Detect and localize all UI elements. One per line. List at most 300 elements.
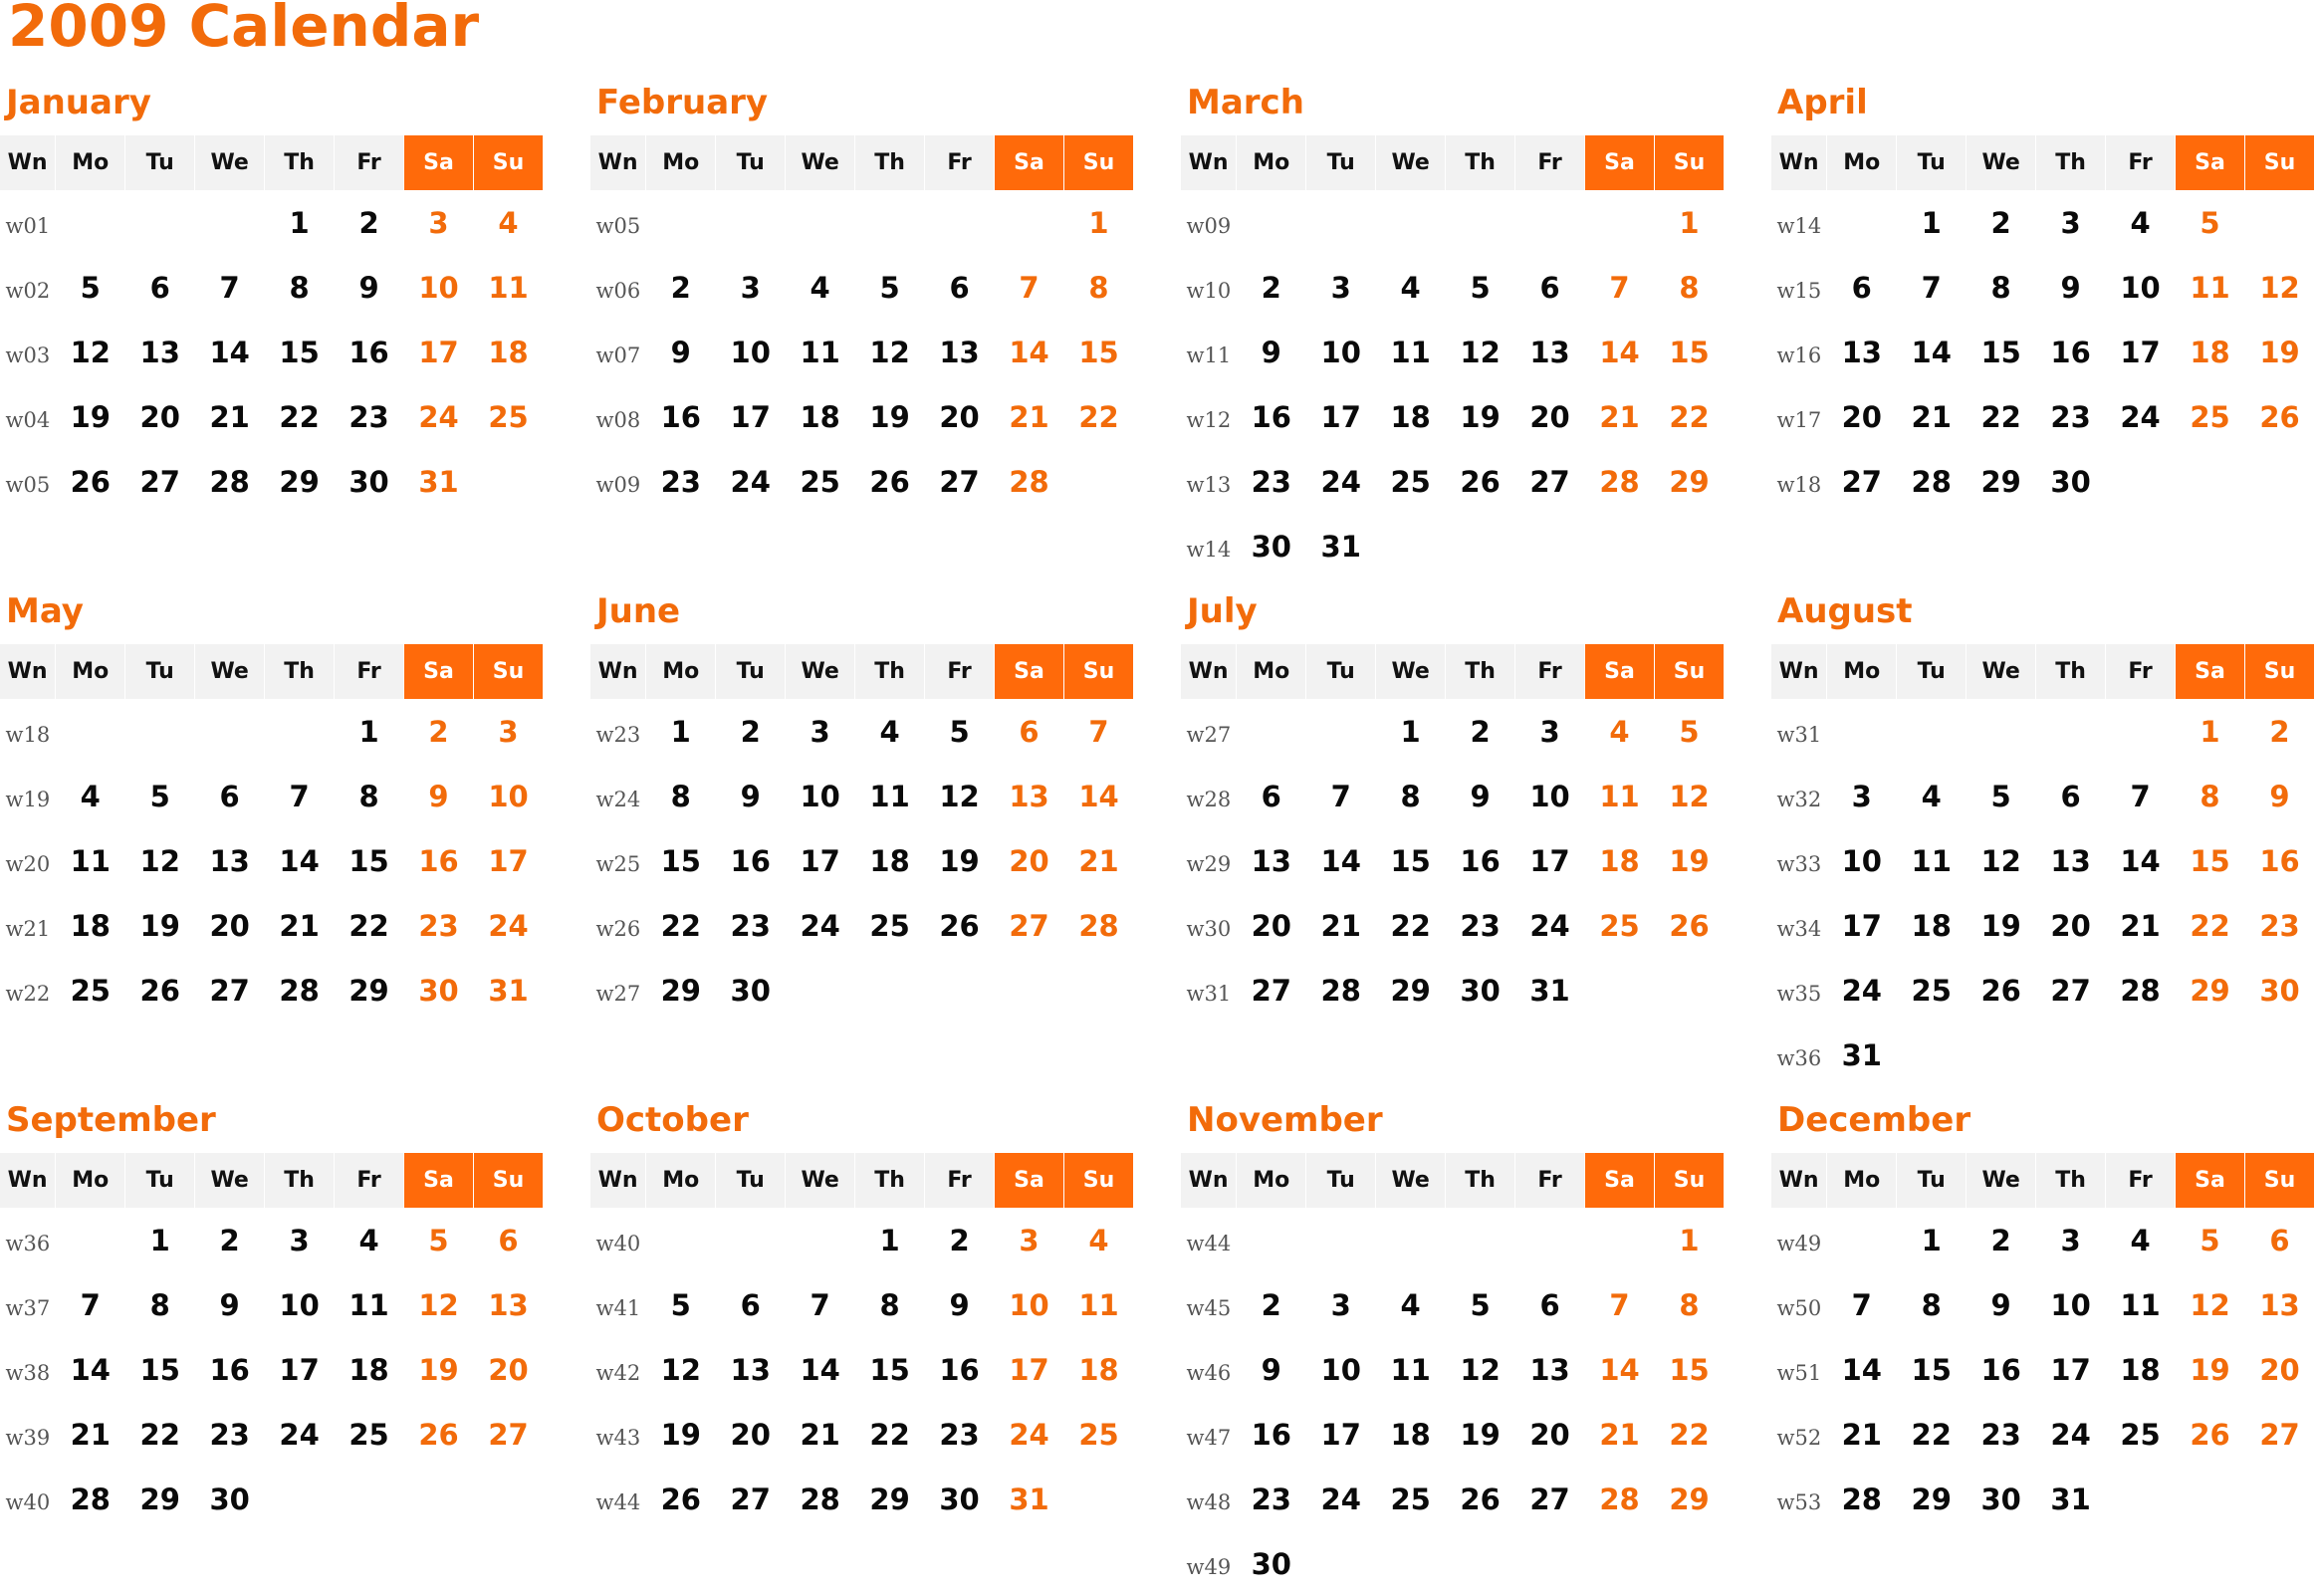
day-cell: 6 xyxy=(740,1287,761,1322)
day-cell: 6 xyxy=(219,779,240,813)
day-cell xyxy=(1897,1023,1967,1087)
day-cell xyxy=(786,1208,855,1272)
day-cell: 15 xyxy=(2190,843,2230,878)
week-number: w18 xyxy=(1776,472,1822,497)
day-cell: 2 xyxy=(670,270,691,305)
day-cell xyxy=(1827,1208,1897,1272)
week-row xyxy=(1771,449,2315,514)
day-cell xyxy=(2244,449,2314,514)
weekday-header: Mo xyxy=(1827,1153,1897,1208)
day-cell: 11 xyxy=(348,1287,389,1322)
day-cell: 14 xyxy=(2120,843,2161,878)
day-cell xyxy=(2176,449,2245,514)
weekday-header: Th xyxy=(265,644,335,699)
weekday-header-row xyxy=(1771,135,2315,190)
day-cell: 18 xyxy=(348,1352,389,1387)
day-cell: 2 xyxy=(428,714,449,749)
day-cell: 31 xyxy=(418,464,459,499)
day-cell: 14 xyxy=(209,335,250,369)
day-cell: 12 xyxy=(2259,270,2300,305)
day-cell: 4 xyxy=(1088,1223,1109,1257)
weekday-header: We xyxy=(195,135,265,190)
day-cell: 22 xyxy=(1669,1417,1710,1452)
week-number: w40 xyxy=(5,1489,51,1514)
day-cell: 17 xyxy=(488,843,529,878)
weekday-header: Fr xyxy=(925,135,995,190)
weekday-header: We xyxy=(1376,1153,1446,1208)
day-cell: 11 xyxy=(800,335,840,369)
day-cell: 29 xyxy=(1980,464,2021,499)
month-name: May xyxy=(6,591,84,631)
day-cell xyxy=(404,1467,474,1531)
week-row xyxy=(0,1467,544,1531)
day-cell: 23 xyxy=(2259,908,2300,943)
day-cell: 3 xyxy=(1330,270,1351,305)
weekday-header: Fr xyxy=(925,1153,995,1208)
day-cell: 20 xyxy=(1841,399,1882,434)
day-cell: 20 xyxy=(1529,399,1570,434)
day-cell: 5 xyxy=(2200,1223,2220,1257)
day-cell: 5 xyxy=(149,779,170,813)
day-cell: 5 xyxy=(1470,270,1491,305)
day-cell: 28 xyxy=(70,1482,111,1516)
day-cell: 23 xyxy=(348,399,389,434)
day-cell xyxy=(1654,1531,1724,1596)
weekday-header: Tu xyxy=(125,1153,195,1208)
week-number: w31 xyxy=(1776,722,1822,747)
day-cell: 19 xyxy=(418,1352,459,1387)
day-cell xyxy=(2036,1023,2106,1087)
day-cell xyxy=(1237,1208,1306,1272)
day-cell: 14 xyxy=(1320,843,1361,878)
month-table xyxy=(1771,135,2315,514)
day-cell: 16 xyxy=(660,399,701,434)
day-cell: 16 xyxy=(1251,399,1291,434)
day-cell: 20 xyxy=(209,908,250,943)
month-table xyxy=(0,644,544,1023)
day-cell: 5 xyxy=(1470,1287,1491,1322)
day-cell: 26 xyxy=(2190,1417,2230,1452)
week-row xyxy=(0,958,544,1023)
day-cell: 11 xyxy=(1911,843,1952,878)
day-cell xyxy=(995,958,1064,1023)
day-cell: 3 xyxy=(2060,1223,2081,1257)
day-cell xyxy=(2244,1467,2314,1531)
day-cell: 4 xyxy=(2130,1223,2151,1257)
day-cell xyxy=(1585,190,1655,255)
day-cell: 17 xyxy=(1320,1417,1361,1452)
day-cell xyxy=(2244,190,2314,255)
day-cell: 31 xyxy=(1841,1037,1882,1072)
day-cell xyxy=(1446,1531,1515,1596)
day-cell: 24 xyxy=(730,464,771,499)
day-cell: 28 xyxy=(279,973,320,1008)
week-number: w52 xyxy=(1776,1425,1822,1450)
week-row xyxy=(590,893,1134,958)
week-row xyxy=(1181,384,1725,449)
day-cell: 28 xyxy=(209,464,250,499)
day-cell: 15 xyxy=(279,335,320,369)
month-table xyxy=(590,135,1134,514)
day-cell xyxy=(2106,1467,2176,1531)
day-cell: 17 xyxy=(1529,843,1570,878)
day-cell xyxy=(1376,1531,1446,1596)
day-cell: 22 xyxy=(1911,1417,1952,1452)
day-cell: 4 xyxy=(498,205,519,240)
day-cell: 17 xyxy=(1841,908,1882,943)
day-cell: 26 xyxy=(418,1417,459,1452)
day-cell: 10 xyxy=(1009,1287,1049,1322)
day-cell xyxy=(1897,699,1967,764)
day-cell: 8 xyxy=(670,779,691,813)
day-cell: 23 xyxy=(418,908,459,943)
day-cell: 15 xyxy=(869,1352,910,1387)
day-cell xyxy=(473,1467,543,1531)
day-cell: 9 xyxy=(2269,779,2290,813)
week-row xyxy=(590,958,1134,1023)
day-cell xyxy=(2176,1023,2245,1087)
weekday-header: Tu xyxy=(1306,135,1376,190)
month-name: September xyxy=(6,1100,216,1140)
day-cell xyxy=(925,958,995,1023)
weekday-header-row xyxy=(590,135,1134,190)
month-name: January xyxy=(6,83,151,122)
day-cell: 13 xyxy=(730,1352,771,1387)
weekday-header: Mo xyxy=(1827,644,1897,699)
week-row xyxy=(1771,320,2315,384)
weekday-header: Su xyxy=(1063,644,1133,699)
week-row xyxy=(1771,384,2315,449)
day-cell: 29 xyxy=(139,1482,180,1516)
day-cell: 8 xyxy=(149,1287,170,1322)
day-cell: 18 xyxy=(2120,1352,2161,1387)
month-name: March xyxy=(1187,83,1304,122)
weekday-header: We xyxy=(786,644,855,699)
weekday-header: Th xyxy=(855,644,925,699)
weekday-header: Tu xyxy=(716,644,786,699)
day-cell: 30 xyxy=(2259,973,2300,1008)
day-cell: 19 xyxy=(70,399,111,434)
day-cell: 7 xyxy=(810,1287,830,1322)
week-number-header: Wn xyxy=(0,1153,56,1208)
day-cell: 3 xyxy=(740,270,761,305)
day-cell: 7 xyxy=(1088,714,1109,749)
weekday-header-row xyxy=(590,1153,1134,1208)
day-cell: 17 xyxy=(1009,1352,1049,1387)
day-cell: 13 xyxy=(1251,843,1291,878)
week-number: w42 xyxy=(595,1360,641,1385)
weekday-header: Tu xyxy=(716,135,786,190)
day-cell: 27 xyxy=(730,1482,771,1516)
day-cell: 1 xyxy=(879,1223,900,1257)
day-cell xyxy=(1515,190,1585,255)
day-cell xyxy=(1306,1531,1376,1596)
day-cell: 22 xyxy=(1078,399,1119,434)
day-cell xyxy=(716,1208,786,1272)
day-cell: 6 xyxy=(149,270,170,305)
day-cell: 21 xyxy=(279,908,320,943)
day-cell xyxy=(1585,1208,1655,1272)
page-title: 2009 Calendar xyxy=(8,0,480,60)
week-number-header: Wn xyxy=(1771,644,1827,699)
day-cell: 30 xyxy=(418,973,459,1008)
week-row xyxy=(1771,828,2315,893)
day-cell: 10 xyxy=(1320,1352,1361,1387)
day-cell: 9 xyxy=(428,779,449,813)
day-cell: 14 xyxy=(1009,335,1049,369)
day-cell: 3 xyxy=(810,714,830,749)
week-number: w01 xyxy=(5,213,51,238)
weekday-header: Th xyxy=(855,135,925,190)
day-cell: 16 xyxy=(209,1352,250,1387)
week-number: w40 xyxy=(595,1231,641,1255)
weekday-header: Su xyxy=(1654,135,1724,190)
day-cell: 8 xyxy=(1921,1287,1942,1322)
week-row xyxy=(0,384,544,449)
week-row xyxy=(590,828,1134,893)
week-row xyxy=(1771,1467,2315,1531)
week-number: w14 xyxy=(1186,537,1232,562)
week-number: w31 xyxy=(1186,981,1232,1006)
day-cell: 20 xyxy=(1529,1417,1570,1452)
week-number: w06 xyxy=(595,278,641,303)
week-row xyxy=(590,384,1134,449)
weekday-header: We xyxy=(786,1153,855,1208)
day-cell: 29 xyxy=(869,1482,910,1516)
day-cell: 20 xyxy=(939,399,980,434)
day-cell: 7 xyxy=(219,270,240,305)
day-cell: 4 xyxy=(1609,714,1630,749)
week-row xyxy=(0,320,544,384)
day-cell: 2 xyxy=(219,1223,240,1257)
week-number: w38 xyxy=(5,1360,51,1385)
week-number: w49 xyxy=(1776,1231,1822,1255)
day-cell: 9 xyxy=(1261,335,1281,369)
week-number: w05 xyxy=(595,213,641,238)
day-cell: 30 xyxy=(1251,529,1291,564)
week-row xyxy=(590,699,1134,764)
weekday-header: We xyxy=(195,1153,265,1208)
day-cell: 29 xyxy=(2190,973,2230,1008)
weekday-header: We xyxy=(1376,644,1446,699)
month-table xyxy=(1181,1153,1725,1596)
day-cell: 19 xyxy=(139,908,180,943)
day-cell: 14 xyxy=(800,1352,840,1387)
week-number: w29 xyxy=(1186,851,1232,876)
day-cell: 17 xyxy=(1320,399,1361,434)
day-cell xyxy=(1376,190,1446,255)
day-cell xyxy=(1306,190,1376,255)
day-cell: 1 xyxy=(670,714,691,749)
day-cell: 22 xyxy=(1980,399,2021,434)
weekday-header: Fr xyxy=(335,135,404,190)
day-cell: 8 xyxy=(1088,270,1109,305)
weekday-header: Su xyxy=(1063,1153,1133,1208)
day-cell: 6 xyxy=(2269,1223,2290,1257)
weekday-header: Th xyxy=(1446,135,1515,190)
day-cell: 26 xyxy=(2259,399,2300,434)
day-cell: 13 xyxy=(1529,335,1570,369)
week-row xyxy=(1181,764,1725,828)
weekday-header-row xyxy=(1771,1153,2315,1208)
day-cell: 19 xyxy=(1460,1417,1501,1452)
day-cell: 13 xyxy=(488,1287,529,1322)
month-table xyxy=(1181,135,1725,578)
day-cell: 24 xyxy=(279,1417,320,1452)
day-cell: 28 xyxy=(1841,1482,1882,1516)
day-cell: 21 xyxy=(1841,1417,1882,1452)
day-cell xyxy=(1827,190,1897,255)
week-number: w18 xyxy=(5,722,51,747)
day-cell xyxy=(195,190,265,255)
day-cell: 20 xyxy=(730,1417,771,1452)
day-cell: 24 xyxy=(1009,1417,1049,1452)
day-cell: 9 xyxy=(670,335,691,369)
day-cell: 11 xyxy=(70,843,111,878)
week-number: w44 xyxy=(1186,1231,1232,1255)
day-cell xyxy=(1515,514,1585,578)
day-cell: 26 xyxy=(1669,908,1710,943)
week-number: w47 xyxy=(1186,1425,1232,1450)
day-cell: 29 xyxy=(1911,1482,1952,1516)
day-cell: 22 xyxy=(348,908,389,943)
day-cell: 4 xyxy=(1921,779,1942,813)
day-cell: 27 xyxy=(2050,973,2091,1008)
day-cell: 25 xyxy=(1599,908,1640,943)
day-cell: 19 xyxy=(2259,335,2300,369)
day-cell: 6 xyxy=(2060,779,2081,813)
day-cell: 10 xyxy=(2120,270,2161,305)
day-cell: 2 xyxy=(1990,1223,2011,1257)
day-cell: 23 xyxy=(1251,464,1291,499)
week-row xyxy=(1771,1023,2315,1087)
day-cell: 30 xyxy=(939,1482,980,1516)
day-cell: 17 xyxy=(2050,1352,2091,1387)
weekday-header: Su xyxy=(473,1153,543,1208)
day-cell: 2 xyxy=(1470,714,1491,749)
day-cell: 30 xyxy=(2050,464,2091,499)
week-number: w27 xyxy=(595,981,641,1006)
week-number: w36 xyxy=(5,1231,51,1255)
weekday-header-row xyxy=(1181,644,1725,699)
weekday-header: Th xyxy=(2036,135,2106,190)
day-cell: 27 xyxy=(1529,464,1570,499)
day-cell: 7 xyxy=(1330,779,1351,813)
day-cell: 10 xyxy=(800,779,840,813)
day-cell: 7 xyxy=(1609,270,1630,305)
week-number: w41 xyxy=(595,1295,641,1320)
week-row xyxy=(1181,320,1725,384)
week-number: w46 xyxy=(1186,1360,1232,1385)
week-row xyxy=(1771,893,2315,958)
day-cell xyxy=(1654,958,1724,1023)
day-cell: 15 xyxy=(1390,843,1431,878)
week-number: w39 xyxy=(5,1425,51,1450)
week-number: w12 xyxy=(1186,407,1232,432)
day-cell xyxy=(1515,1531,1585,1596)
day-cell: 21 xyxy=(2120,908,2161,943)
day-cell: 20 xyxy=(1251,908,1291,943)
day-cell: 4 xyxy=(358,1223,379,1257)
day-cell: 14 xyxy=(1078,779,1119,813)
day-cell: 18 xyxy=(1911,908,1952,943)
day-cell: 1 xyxy=(1088,205,1109,240)
week-number: w02 xyxy=(5,278,51,303)
week-number: w04 xyxy=(5,407,51,432)
week-row xyxy=(590,764,1134,828)
day-cell: 26 xyxy=(869,464,910,499)
day-cell: 28 xyxy=(1599,1482,1640,1516)
day-cell: 25 xyxy=(1911,973,1952,1008)
weekday-header: Mo xyxy=(56,1153,125,1208)
day-cell xyxy=(646,1208,716,1272)
day-cell: 20 xyxy=(488,1352,529,1387)
day-cell: 2 xyxy=(740,714,761,749)
day-cell: 13 xyxy=(1841,335,1882,369)
day-cell: 18 xyxy=(800,399,840,434)
week-number: w19 xyxy=(5,787,51,811)
week-row xyxy=(0,828,544,893)
day-cell: 22 xyxy=(279,399,320,434)
weekday-header: Mo xyxy=(1237,1153,1306,1208)
day-cell: 29 xyxy=(1669,464,1710,499)
day-cell: 16 xyxy=(1460,843,1501,878)
week-row xyxy=(590,1467,1134,1531)
day-cell: 1 xyxy=(1921,205,1942,240)
day-cell: 3 xyxy=(1851,779,1872,813)
weekday-header: Th xyxy=(1446,1153,1515,1208)
day-cell: 2 xyxy=(1261,1287,1281,1322)
day-cell: 8 xyxy=(358,779,379,813)
week-number: w32 xyxy=(1776,787,1822,811)
day-cell: 3 xyxy=(1330,1287,1351,1322)
day-cell: 18 xyxy=(869,843,910,878)
day-cell: 13 xyxy=(939,335,980,369)
day-cell: 22 xyxy=(139,1417,180,1452)
week-row xyxy=(1181,255,1725,320)
day-cell: 16 xyxy=(2259,843,2300,878)
day-cell: 10 xyxy=(1841,843,1882,878)
weekday-header: Sa xyxy=(1585,1153,1655,1208)
weekday-header: Fr xyxy=(335,1153,404,1208)
day-cell xyxy=(1446,190,1515,255)
week-number: w22 xyxy=(5,981,51,1006)
day-cell: 19 xyxy=(1460,399,1501,434)
day-cell: 3 xyxy=(1539,714,1560,749)
week-row xyxy=(590,1272,1134,1337)
weekday-header: Mo xyxy=(646,135,716,190)
day-cell: 9 xyxy=(358,270,379,305)
day-cell: 26 xyxy=(1460,464,1501,499)
day-cell xyxy=(1237,190,1306,255)
week-number-header: Wn xyxy=(1771,135,1827,190)
weekday-header: Su xyxy=(2244,1153,2314,1208)
day-cell: 16 xyxy=(418,843,459,878)
day-cell: 11 xyxy=(1599,779,1640,813)
week-row xyxy=(590,1337,1134,1402)
day-cell: 2 xyxy=(949,1223,970,1257)
week-row xyxy=(0,1337,544,1402)
day-cell xyxy=(1967,1023,2036,1087)
weekday-header: Su xyxy=(1654,644,1724,699)
day-cell: 2 xyxy=(1261,270,1281,305)
day-cell: 4 xyxy=(879,714,900,749)
day-cell: 9 xyxy=(2060,270,2081,305)
day-cell: 7 xyxy=(1609,1287,1630,1322)
day-cell xyxy=(855,958,925,1023)
weekday-header: Th xyxy=(855,1153,925,1208)
day-cell: 6 xyxy=(949,270,970,305)
